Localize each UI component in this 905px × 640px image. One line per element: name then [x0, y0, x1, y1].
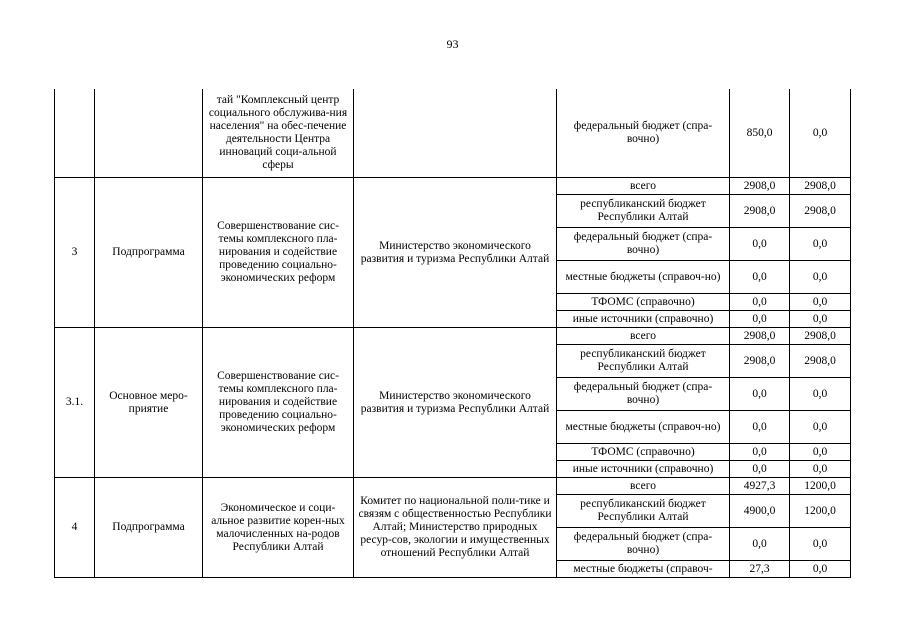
value-cell-2: 0,0 [790, 528, 851, 561]
row-executor-cell: Комитет по национальной поли-тике и связям с общественностью Республики Алтай; Министерство природных ресур-сов, экологии и имущественных отношений Республики Алтай [354, 478, 557, 578]
funding-source-cell: федеральный бюджет (спра-вочно) [557, 228, 730, 261]
value-cell-2: 0,0 [790, 561, 851, 578]
funding-source-cell: местные бюджеты (справоч- [557, 561, 730, 578]
funding-source-cell: республиканский бюджет Республики Алтай [557, 195, 730, 228]
value-cell-2: 0,0 [790, 311, 851, 328]
value-cell-1: 2908,0 [730, 195, 790, 228]
row-description-cell: Совершенствование сис-темы комплексного пла-нирования и содействие проведению социально-экономических реформ [203, 328, 354, 478]
row-executor-cell [354, 89, 557, 178]
value-cell-1: 0,0 [730, 228, 790, 261]
value-cell-2: 0,0 [790, 444, 851, 461]
funding-source-cell: местные бюджеты (справоч-но) [557, 411, 730, 444]
value-cell-2: 0,0 [790, 261, 851, 294]
row-description-cell: тай "Комплексный центр социального обслужива-ния населения" на обес-печение деятельности Центра инноваций соци-альной сферы [203, 89, 354, 178]
funding-source-cell: федеральный бюджет (спра-вочно) [557, 89, 730, 178]
value-cell-1: 0,0 [730, 444, 790, 461]
row-number-cell: 4 [55, 478, 95, 578]
value-cell-2: 1200,0 [790, 495, 851, 528]
row-number-cell: 3.1. [55, 328, 95, 478]
funding-source-cell: ТФОМС (справочно) [557, 294, 730, 311]
funding-source-cell: федеральный бюджет (спра-вочно) [557, 528, 730, 561]
value-cell-2: 0,0 [790, 378, 851, 411]
value-cell-2: 1200,0 [790, 478, 851, 495]
value-cell-1: 2908,0 [730, 178, 790, 195]
value-cell-1: 4927,3 [730, 478, 790, 495]
value-cell-1: 0,0 [730, 311, 790, 328]
value-cell-2: 0,0 [790, 228, 851, 261]
value-cell-1: 0,0 [730, 461, 790, 478]
table-row [55, 478, 851, 495]
table-row [55, 328, 851, 345]
row-number-cell [55, 89, 95, 178]
table-row [55, 89, 851, 178]
funding-source-cell: республиканский бюджет Республики Алтай [557, 345, 730, 378]
row-description-cell: Совершенствование сис-темы комплексного пла-нирования и содействие проведению социально-экономических реформ [203, 178, 354, 328]
row-executor-cell: Министерство экономического развития и туризма Республики Алтай [354, 328, 557, 478]
row-executor-cell: Министерство экономического развития и туризма Республики Алтай [354, 178, 557, 328]
value-cell-2: 2908,0 [790, 345, 851, 378]
table-row [55, 178, 851, 195]
value-cell-1: 850,0 [730, 89, 790, 178]
funding-source-cell: федеральный бюджет (спра-вочно) [557, 378, 730, 411]
value-cell-2: 0,0 [790, 89, 851, 178]
funding-source-cell: местные бюджеты (справоч-но) [557, 261, 730, 294]
row-type-cell: Подпрограмма [95, 178, 203, 328]
value-cell-1: 27,3 [730, 561, 790, 578]
value-cell-2: 2908,0 [790, 195, 851, 228]
value-cell-1: 0,0 [730, 411, 790, 444]
value-cell-2: 0,0 [790, 411, 851, 444]
row-type-cell: Подпрограмма [95, 478, 203, 578]
funding-source-cell: иные источники (справочно) [557, 311, 730, 328]
value-cell-2: 0,0 [790, 294, 851, 311]
value-cell-1: 0,0 [730, 528, 790, 561]
row-type-cell: Основное меро-приятие [95, 328, 203, 478]
value-cell-2: 0,0 [790, 461, 851, 478]
funding-source-cell: иные источники (справочно) [557, 461, 730, 478]
funding-source-cell: республиканский бюджет Республики Алтай [557, 495, 730, 528]
page-number: 93 [446, 37, 459, 51]
value-cell-1: 4900,0 [730, 495, 790, 528]
value-cell-1: 2908,0 [730, 328, 790, 345]
value-cell-2: 2908,0 [790, 328, 851, 345]
value-cell-1: 0,0 [730, 261, 790, 294]
value-cell-2: 2908,0 [790, 178, 851, 195]
row-description-cell: Экономическое и соци-альное развитие корен-ных малочисленных на-родов Республики Алтай [203, 478, 354, 578]
funding-source-cell: всего [557, 478, 730, 495]
funding-source-cell: всего [557, 328, 730, 345]
funding-source-cell: всего [557, 178, 730, 195]
value-cell-1: 0,0 [730, 294, 790, 311]
value-cell-1: 0,0 [730, 378, 790, 411]
funding-source-cell: ТФОМС (справочно) [557, 444, 730, 461]
row-type-cell [95, 89, 203, 178]
row-number-cell: 3 [55, 178, 95, 328]
value-cell-1: 2908,0 [730, 345, 790, 378]
budget-table [54, 89, 851, 578]
